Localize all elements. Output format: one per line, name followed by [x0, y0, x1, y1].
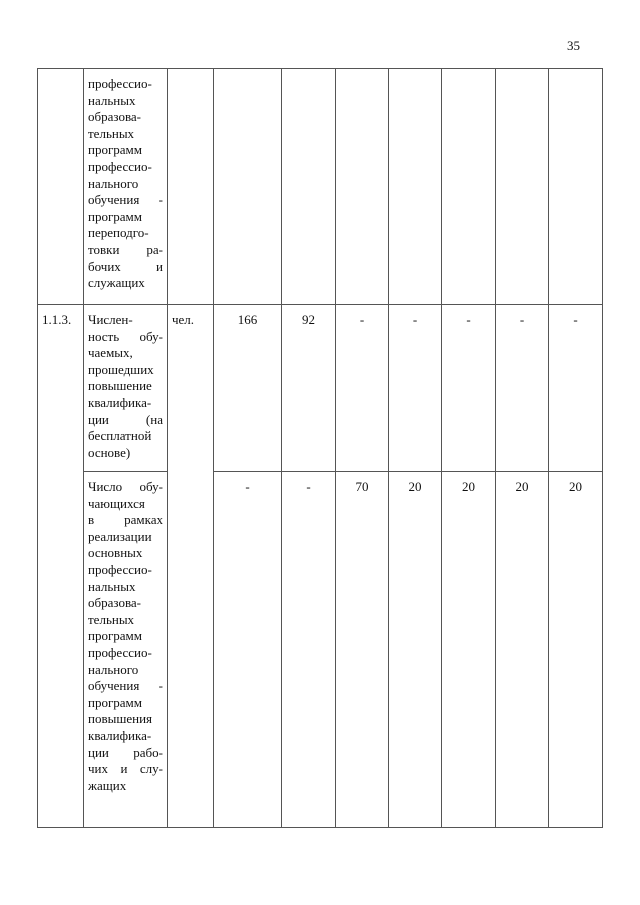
description-line: прошедших: [88, 361, 154, 377]
description-line: квалифика-: [88, 394, 152, 410]
description-line: Число обу-: [88, 479, 163, 494]
row-value: [336, 69, 389, 305]
description-line: программ: [88, 208, 143, 224]
row-value: 166: [214, 305, 282, 472]
description-line: программ: [88, 628, 143, 644]
description-line: нального: [88, 661, 139, 677]
description-line: переподго-: [88, 225, 149, 241]
row-description: [84, 472, 168, 828]
row-value: 70: [336, 472, 389, 828]
description-line: программ: [88, 694, 143, 710]
description-line: повышение: [88, 378, 152, 394]
row-value: -: [496, 305, 549, 472]
indicators-table: [37, 68, 603, 828]
row-value: [389, 69, 442, 305]
description-line: обучения -: [88, 678, 163, 694]
description-line: профессио-: [88, 561, 152, 577]
description-line: чих и слу-: [88, 761, 163, 777]
description-line: образова-: [88, 595, 142, 611]
row-description: [84, 305, 168, 472]
row-value: -: [336, 305, 389, 472]
description-line: тельных: [88, 125, 135, 141]
description-line: ность обу-: [88, 328, 163, 344]
row-description: [84, 69, 168, 305]
description-line: профессио-: [88, 644, 152, 660]
description-line: обучения -: [88, 192, 163, 208]
description-line: нального: [88, 175, 139, 191]
row-value: 20: [389, 472, 442, 828]
table-row: [38, 305, 603, 472]
description-line: реализации: [88, 528, 152, 544]
page-number: 35: [567, 38, 580, 53]
row-value: [549, 69, 603, 305]
table-row: [38, 69, 603, 305]
row-code: [38, 69, 84, 305]
description-line: нальных: [88, 578, 136, 594]
description-line: тельных: [88, 611, 135, 627]
description-line: ции (на: [88, 411, 163, 427]
row-value: [442, 69, 496, 305]
description-line: профессио-: [88, 76, 152, 91]
table-row: [38, 472, 603, 828]
row-value: [282, 69, 336, 305]
row-value: -: [389, 305, 442, 472]
description-line: повышения: [88, 711, 153, 727]
description-line: программ: [88, 142, 143, 158]
description-line: чаемых,: [88, 345, 133, 361]
description-line: бочих и: [88, 258, 163, 274]
row-unit: [168, 69, 214, 305]
description-line: основных: [88, 545, 143, 561]
row-value: 92: [282, 305, 336, 472]
description-line: Числен-: [88, 312, 133, 327]
description-line: товки ра-: [88, 241, 163, 257]
description-line: ции рабо-: [88, 744, 163, 760]
description-line: бесплатной: [88, 428, 152, 444]
row-value: [496, 69, 549, 305]
row-value: -: [549, 305, 603, 472]
description-line: в рамках: [88, 512, 163, 528]
row-value: -: [214, 472, 282, 828]
row-value: [214, 69, 282, 305]
row-value: 20: [442, 472, 496, 828]
description-line: квалифика-: [88, 727, 152, 743]
description-line: нальных: [88, 92, 136, 108]
description-line: жащих: [88, 777, 127, 793]
row-value: -: [282, 472, 336, 828]
description-line: основе): [88, 444, 131, 460]
row-value: 20: [549, 472, 603, 828]
description-line: служащих: [88, 275, 145, 291]
description-line: профессио-: [88, 158, 152, 174]
row-unit: чел.: [168, 305, 214, 828]
description-line: образова-: [88, 109, 142, 125]
row-value: 20: [496, 472, 549, 828]
row-value: -: [442, 305, 496, 472]
description-line: чающихся: [88, 495, 145, 511]
row-code: 1.1.3.: [38, 305, 84, 828]
